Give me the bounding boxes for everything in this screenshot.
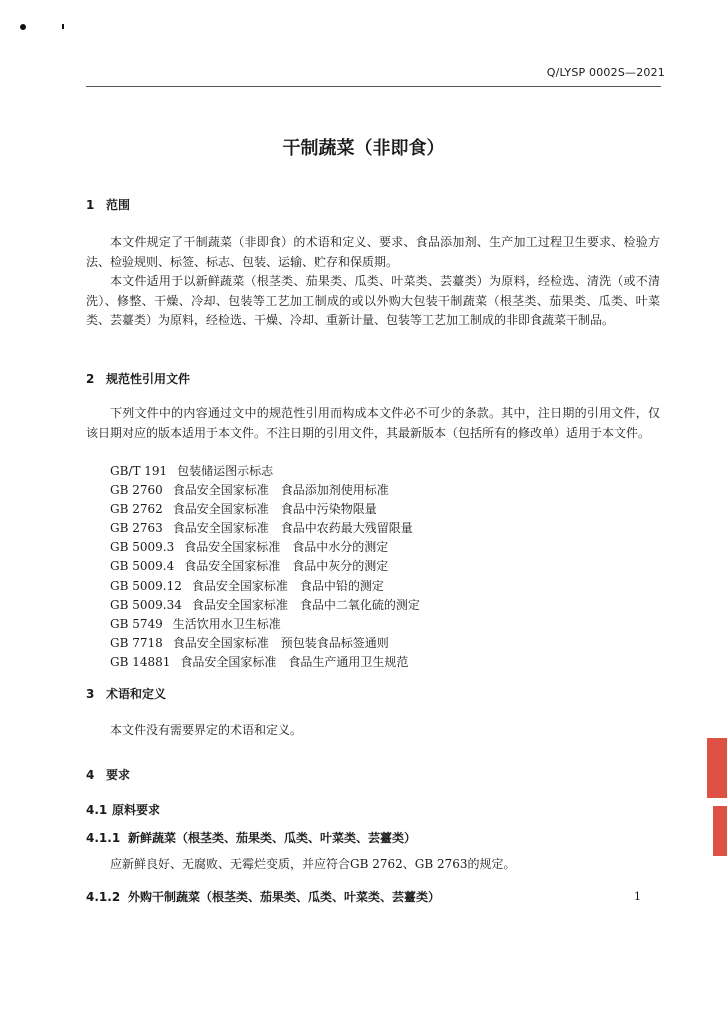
section-4-1-2-heading — [86, 888, 440, 905]
section-4-heading — [86, 766, 130, 783]
scan-mark-dash — [62, 24, 64, 29]
section-title: 原料要求 — [112, 803, 161, 817]
reference-code: GB 5009.3 — [110, 540, 175, 555]
reference-name: 包装储运图示标志 — [177, 464, 274, 478]
reference-code: GB/T 191 — [110, 464, 168, 478]
reference-item — [110, 653, 420, 672]
section-title: 术语和定义 — [106, 687, 167, 701]
section-title: 范围 — [106, 198, 131, 212]
reference-name: 食品安全国家标准 食品中铅的测定 — [191, 578, 384, 593]
section-number: 1 — [86, 198, 95, 212]
reference-item — [110, 557, 420, 576]
reference-item — [110, 519, 420, 538]
section-3-paragraph-1: 本文件没有需要界定的术语和定义。 — [110, 723, 303, 737]
reference-name: 食品安全国家标准 食品添加剂使用标准 — [172, 483, 389, 498]
section-1-paragraph-1: 本文件规定了干制蔬菜（非即食）的术语和定义、要求、食品添加剂、生产加工过程卫生要求、检验方法、检验规则、标签、标志、包装、运输、贮存和保质期。 — [86, 235, 660, 269]
reference-code: GB 2760 — [110, 483, 163, 498]
section-number: 4.1.2 — [86, 890, 121, 904]
section-title: 要求 — [106, 768, 131, 782]
reference-name: 食品安全国家标准 食品生产通用卫生规范 — [180, 654, 409, 669]
reference-name: 食品安全国家标准 食品中污染物限量 — [172, 502, 377, 517]
section-number: 4 — [86, 768, 95, 782]
reference-item — [110, 500, 420, 519]
section-1-heading — [86, 196, 130, 213]
reference-code: GB 5009.34 — [110, 597, 182, 612]
reference-list — [110, 462, 420, 672]
reference-name: 食品安全国家标准 食品中农药最大残留限量 — [172, 521, 413, 536]
section-4-1-heading — [86, 801, 160, 818]
reference-code: GB 5009.12 — [110, 578, 182, 593]
section-title: 新鲜蔬菜（根茎类、茄果类、瓜类、叶菜类、芸薹类） — [128, 831, 417, 845]
reference-item — [110, 634, 420, 653]
reference-item — [110, 462, 420, 481]
scan-mark-dot — [20, 24, 26, 30]
reference-name: 生活饮用水卫生标准 — [172, 616, 281, 631]
section-4-1-1-heading — [86, 829, 416, 846]
section-number: 2 — [86, 372, 95, 386]
header-rule — [86, 86, 661, 87]
section-number: 4.1 — [86, 803, 108, 817]
seal-stamp-fragment — [707, 738, 727, 798]
reference-code: GB 5749 — [110, 616, 163, 631]
reference-item — [110, 577, 420, 596]
section-1-paragraph-2: 本文件适用于以新鲜蔬菜（根茎类、茄果类、瓜类、叶菜类、芸薹类）为原料，经检选、清洗（或不清洗）、修整、干燥、冷却、包装等工艺加工制成的或以外购大包装干制蔬菜（根茎类、茄果类、瓜类、叶菜类、芸薹类）为原料，经检选、干燥、冷却、重新计量、包装等工艺加工制成的非即食蔬菜干制品。 — [86, 274, 660, 327]
reference-code: GB 5009.4 — [110, 559, 175, 574]
section-number: 4.1.1 — [86, 831, 121, 845]
section-number: 3 — [86, 687, 95, 701]
reference-code: GB 2762 — [110, 502, 163, 517]
reference-name: 食品安全国家标准 食品中二氧化硫的测定 — [191, 597, 420, 612]
section-3-heading — [86, 685, 166, 702]
reference-item — [110, 481, 420, 500]
reference-item — [110, 615, 420, 634]
reference-name: 食品安全国家标准 食品中水分的测定 — [184, 540, 389, 555]
section-2-paragraph-1: 下列文件中的内容通过文中的规范性引用而构成本文件必不可少的条款。其中，注日期的引用文件，仅该日期对应的版本适用于本文件。不注日期的引用文件，其最新版本（包括所有的修改单）适用于本文件。 — [86, 406, 660, 440]
section-2-heading — [86, 370, 190, 387]
reference-code: GB 14881 — [110, 654, 171, 669]
reference-name: 食品安全国家标准 食品中灰分的测定 — [184, 559, 389, 574]
standard-code: Q/LYSP 0002S—2021 — [546, 66, 665, 79]
page-number: 1 — [634, 890, 641, 903]
reference-code: GB 2763 — [110, 521, 163, 536]
section-title: 外购干制蔬菜（根茎类、茄果类、瓜类、叶菜类、芸薹类） — [128, 890, 441, 904]
section-title: 规范性引用文件 — [106, 372, 191, 386]
reference-item — [110, 538, 420, 557]
document-title: 干制蔬菜（非即食） — [282, 138, 445, 159]
seal-stamp-fragment — [713, 806, 727, 856]
section-4-1-1-paragraph-1: 应新鲜良好、无腐败、无霉烂变质，并应符合GB 2762、GB 2763的规定。 — [110, 857, 516, 871]
reference-code: GB 7718 — [110, 635, 163, 650]
reference-name: 食品安全国家标准 预包装食品标签通则 — [172, 635, 389, 650]
reference-item — [110, 596, 420, 615]
